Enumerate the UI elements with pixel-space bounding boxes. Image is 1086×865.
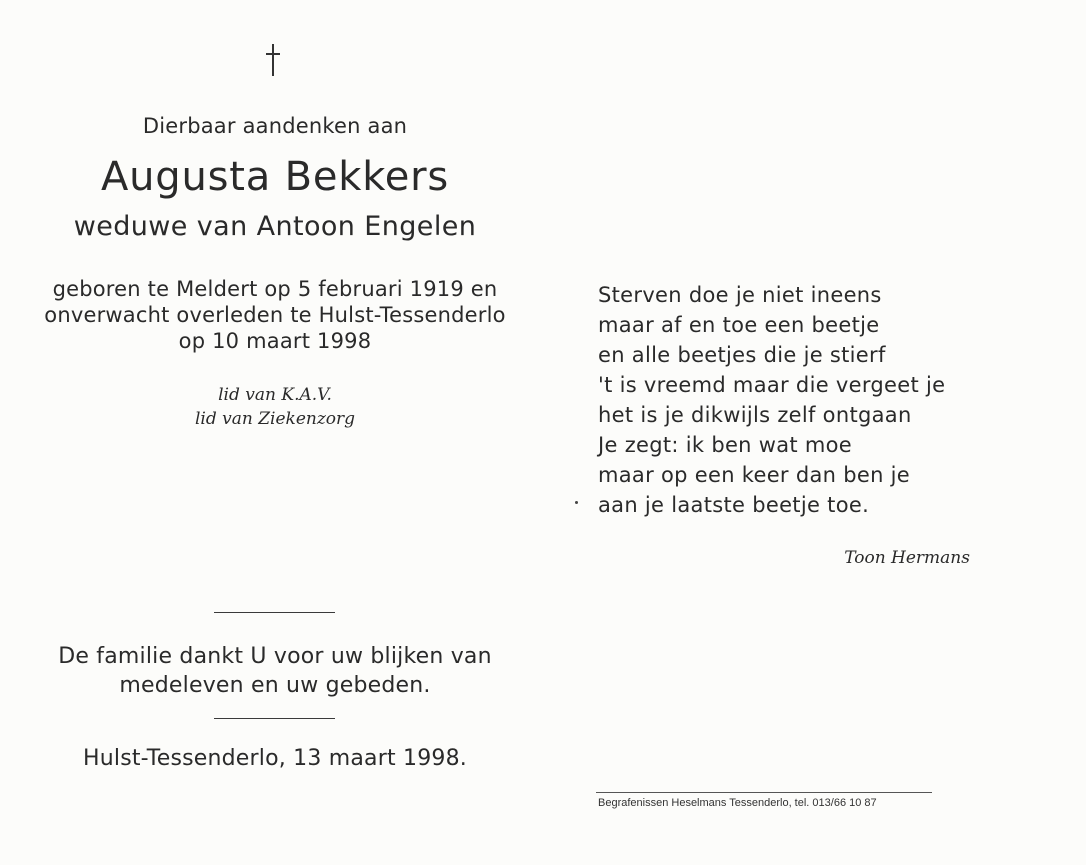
poem-line: 't is vreemd maar die vergeet je: [598, 373, 946, 397]
membership-line: lid van K.A.V.: [218, 385, 332, 405]
footer-rule: [596, 792, 932, 793]
undertaker-credit: Begrafenissen Heselmans Tessenderlo, tel. 013/66 10 87: [598, 797, 877, 809]
print-speck: [575, 501, 578, 504]
poem: [598, 280, 945, 520]
dates-line: onverwacht overleden te Hulst-Tessenderlo: [44, 303, 506, 327]
poem-line: maar af en toe een beetje: [598, 313, 880, 337]
poem-author: Toon Hermans: [844, 548, 970, 568]
poem-line: het is je dikwijls zelf ontgaan: [598, 403, 912, 427]
dates-line: op 10 maart 1998: [178, 329, 372, 353]
membership-line: lid van Ziekenzorg: [194, 409, 356, 429]
deceased-name: Augusta Bekkers: [100, 154, 450, 200]
memberships: [150, 383, 400, 431]
divider-line: [214, 718, 335, 719]
place-date: Hulst-Tessenderlo, 13 maart 1998.: [83, 746, 467, 771]
poem-line: Je zegt: ik ben wat moe: [598, 433, 853, 457]
poem-line: Sterven doe je niet ineens: [598, 283, 882, 307]
dates-line: geboren te Meldert op 5 februari 1919 en: [52, 277, 498, 301]
spouse-line: weduwe van Antoon Engelen: [73, 211, 477, 242]
family-thanks: [30, 642, 520, 700]
thanks-line: De familie dankt U voor uw blijken van: [58, 644, 492, 669]
divider-line: [214, 612, 335, 613]
cross-icon: [264, 44, 282, 80]
poem-line: maar op een keer dan ben je: [598, 463, 911, 487]
intro-text: Dierbaar aandenken aan: [142, 114, 408, 138]
poem-line: en alle beetjes die je stierf: [598, 343, 886, 367]
poem-line: aan je laatste beetje toe.: [598, 493, 870, 517]
birth-death-details: [30, 276, 520, 354]
thanks-line: medeleven en uw gebeden.: [119, 673, 431, 698]
